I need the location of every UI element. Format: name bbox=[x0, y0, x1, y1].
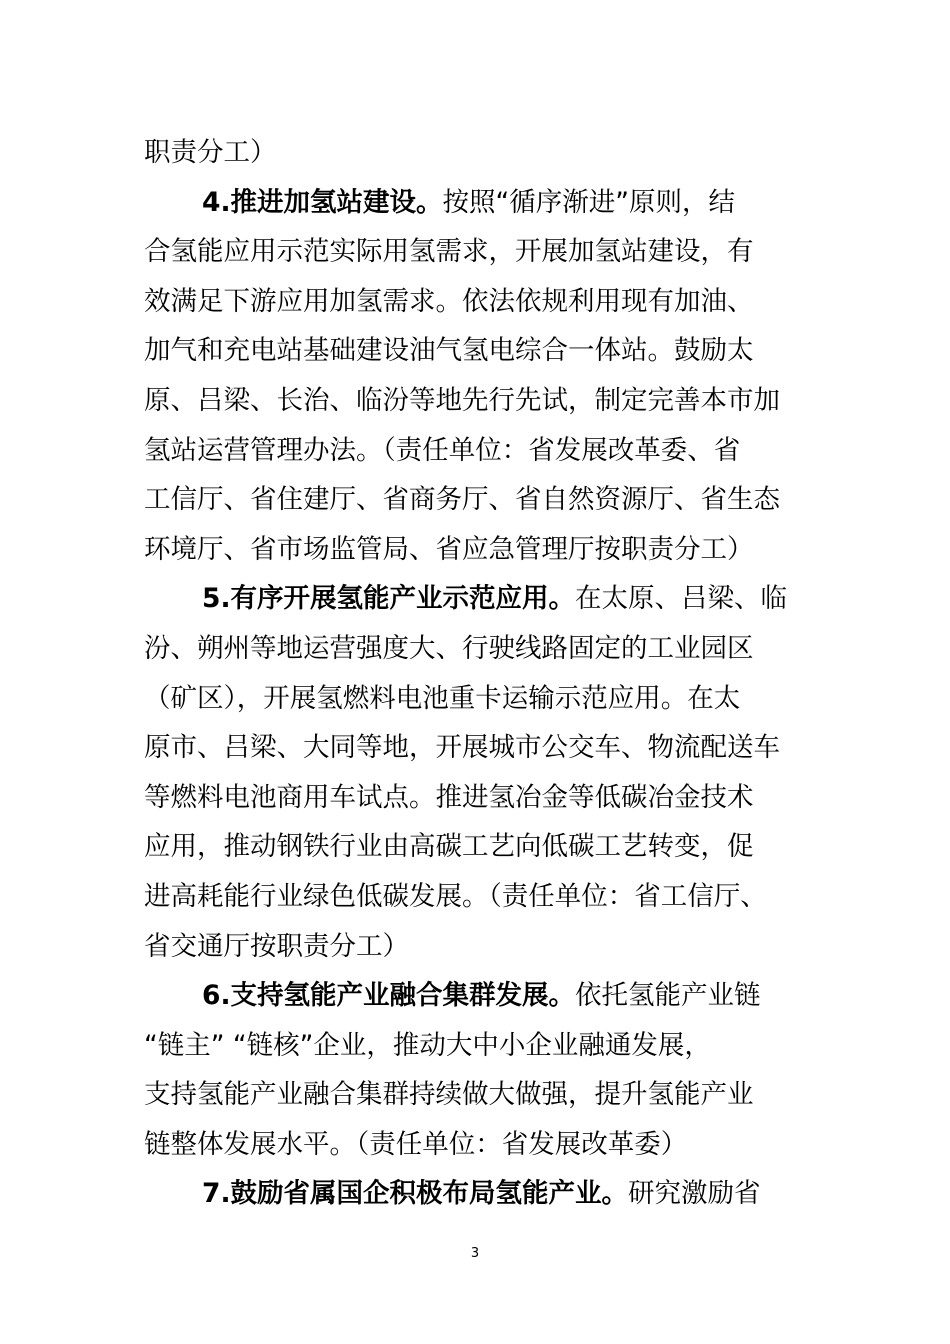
body-line: 等燃料电池商用车试点。推进氢冶金等低碳冶金技术 bbox=[144, 781, 754, 813]
body-line: 进高耗能行业绿色低碳发展。（责任单位：省工信厅、 bbox=[144, 880, 767, 912]
section-6-line bbox=[144, 971, 834, 1021]
body-line: 环境厅、省市场监管局、省应急管理厅按职责分工） bbox=[144, 533, 754, 565]
body-line: 省交通厅按职责分工） bbox=[144, 930, 409, 962]
body-text: 依托氢能产业链 bbox=[575, 980, 761, 1012]
body-line: 职责分工） bbox=[144, 137, 277, 168]
page-number: 3 bbox=[470, 1246, 480, 1261]
body-line: 加气和充电站基础建设油气氢电综合一体站。鼓励太 bbox=[144, 335, 754, 367]
body-line: 合氢能应用示范实际用氢需求，开展加氢站建设，有 bbox=[144, 236, 754, 268]
body-line: 链整体发展水平。（责任单位：省发展改革委） bbox=[144, 1128, 688, 1160]
body-line: 应用，推动钢铁行业由高碳工艺向低碳工艺转变，促 bbox=[144, 831, 754, 863]
body-line: 工信厅、省住建厅、省商务厅、省自然资源厅、省生态 bbox=[144, 484, 780, 516]
body-line: 原、吕梁、长治、临汾等地先行先试，制定完善本市加 bbox=[144, 384, 780, 416]
section-4-line bbox=[144, 178, 834, 228]
body-line: 汾、朔州等地运营强度大、行驶线路固定的工业园区 bbox=[144, 632, 754, 664]
body-text: 按照“循序渐进”原则，结 bbox=[442, 186, 735, 218]
document-body bbox=[144, 128, 834, 1219]
section-7-line bbox=[144, 1169, 834, 1219]
section-heading-7: 7.鼓励省属国企积极布局氢能产业。 bbox=[202, 1178, 629, 1210]
body-text: 研究激励省 bbox=[628, 1178, 761, 1210]
body-line: 支持氢能产业融合集群持续做大做强，提升氢能产业 bbox=[144, 1079, 754, 1111]
section-heading-4: 4.推进加氢站建设。 bbox=[202, 186, 443, 218]
body-line: 氢站运营管理办法。（责任单位：省发展改革委、省 bbox=[144, 434, 741, 466]
body-line: “链主” “链核”企业，推动大中小企业融通发展， bbox=[144, 1029, 711, 1061]
section-heading-5: 5.有序开展氢能产业示范应用。 bbox=[202, 583, 576, 615]
section-heading-6: 6.支持氢能产业融合集群发展。 bbox=[202, 980, 576, 1012]
section-5-line bbox=[144, 574, 834, 624]
body-line: 原市、吕梁、大同等地，开展城市公交车、物流配送车 bbox=[144, 732, 780, 764]
body-text: 在太原、吕梁、临 bbox=[575, 583, 788, 615]
body-line: （矿区），开展氢燃料电池重卡运输示范应用。在太 bbox=[144, 682, 741, 714]
body-line: 效满足下游应用加氢需求。依法依规利用现有加油、 bbox=[144, 285, 754, 317]
